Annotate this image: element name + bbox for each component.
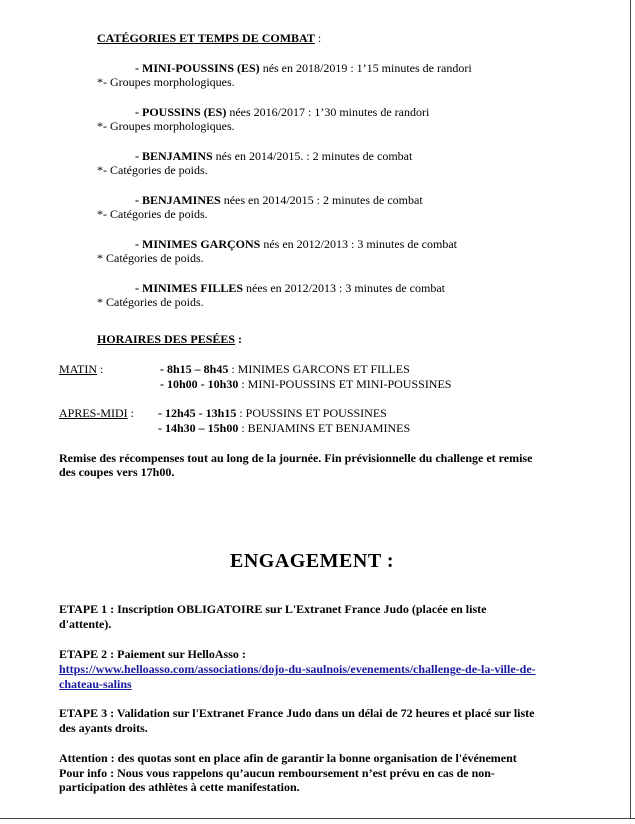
- category-note: * Catégories de poids.: [97, 251, 204, 265]
- categories-heading: CATÉGORIES ET TEMPS DE COMBAT :: [97, 31, 322, 45]
- morning-label: MATIN :: [59, 362, 104, 376]
- awards-line: des coupes vers 17h00.: [59, 465, 175, 479]
- category-minimes-garcons: - MINIMES GARÇONS nés en 2012/2013 : 3 minutes de combat: [135, 237, 457, 251]
- step3-line: ETAPE 3 : Validation sur l'Extranet France Judo dans un délai de 72 heures et placé sur liste: [59, 706, 535, 720]
- step1-line: d'attente).: [59, 617, 112, 631]
- step3-line: des ayants droits.: [59, 721, 148, 735]
- info-note: Pour info : Nous vous rappelons qu’aucun remboursement n’est prévu en cas de non-: [59, 766, 495, 780]
- awards-line: Remise des récompenses tout au long de la journée. Fin prévisionnelle du challenge et remise: [59, 451, 533, 465]
- page-edge-right: [630, 0, 635, 823]
- engagement-title: ENGAGEMENT :: [230, 550, 394, 572]
- info-note-continued: participation des athlètes à cette manifestation.: [59, 780, 300, 794]
- afternoon-label: APRES-MIDI :: [59, 406, 135, 420]
- category-note: *- Catégories de poids.: [97, 207, 208, 221]
- category-benjamines: - BENJAMINES nées en 2014/2015 : 2 minutes de combat: [135, 193, 423, 207]
- weighin-slot: - 12h45 - 13h15 : POUSSINS ET POUSSINES: [158, 406, 387, 420]
- weighins-heading: HORAIRES DES PESÉES :: [97, 332, 243, 346]
- attention-note: Attention : des quotas sont en place afin de garantir la bonne organisation de l'événement: [59, 751, 517, 765]
- page-edge-bottom: [0, 818, 635, 824]
- category-note: *- Groupes morphologiques.: [97, 119, 235, 133]
- weighin-slot: - 14h30 – 15h00 : BENJAMINS ET BENJAMINES: [158, 421, 411, 435]
- category-mini-poussins: - MINI-POUSSINS (ES) nés en 2018/2019 : 1’15 minutes de randori: [135, 61, 472, 75]
- category-note: *- Groupes morphologiques.: [97, 75, 235, 89]
- category-note: *- Catégories de poids.: [97, 163, 208, 177]
- helloasso-link[interactable]: https://www.helloasso.com/associations/dojo-du-saulnois/evenements/challenge-de-la-ville-de-: [59, 662, 536, 676]
- category-note: * Catégories de poids.: [97, 295, 204, 309]
- step1-line: ETAPE 1 : Inscription OBLIGATOIRE sur L'Extranet France Judo (placée en liste: [59, 602, 487, 616]
- category-poussins: - POUSSINS (ES) nées 2016/2017 : 1’30 minutes de randori: [135, 105, 430, 119]
- weighin-slot: - 10h00 - 10h30 : MINI-POUSSINS ET MINI-POUSSINES: [160, 377, 452, 391]
- helloasso-link-continued[interactable]: chateau-salins: [59, 677, 132, 691]
- weighin-slot: - 8h15 – 8h45 : MINIMES GARCONS ET FILLES: [160, 362, 410, 376]
- category-minimes-filles: - MINIMES FILLES nées en 2012/2013 : 3 minutes de combat: [135, 281, 445, 295]
- categories-heading-text: CATÉGORIES ET TEMPS DE COMBAT: [97, 31, 315, 45]
- category-benjamins: - BENJAMINS nés en 2014/2015. : 2 minutes de combat: [135, 149, 413, 163]
- step2-line: ETAPE 2 : Paiement sur HelloAsso :: [59, 647, 246, 661]
